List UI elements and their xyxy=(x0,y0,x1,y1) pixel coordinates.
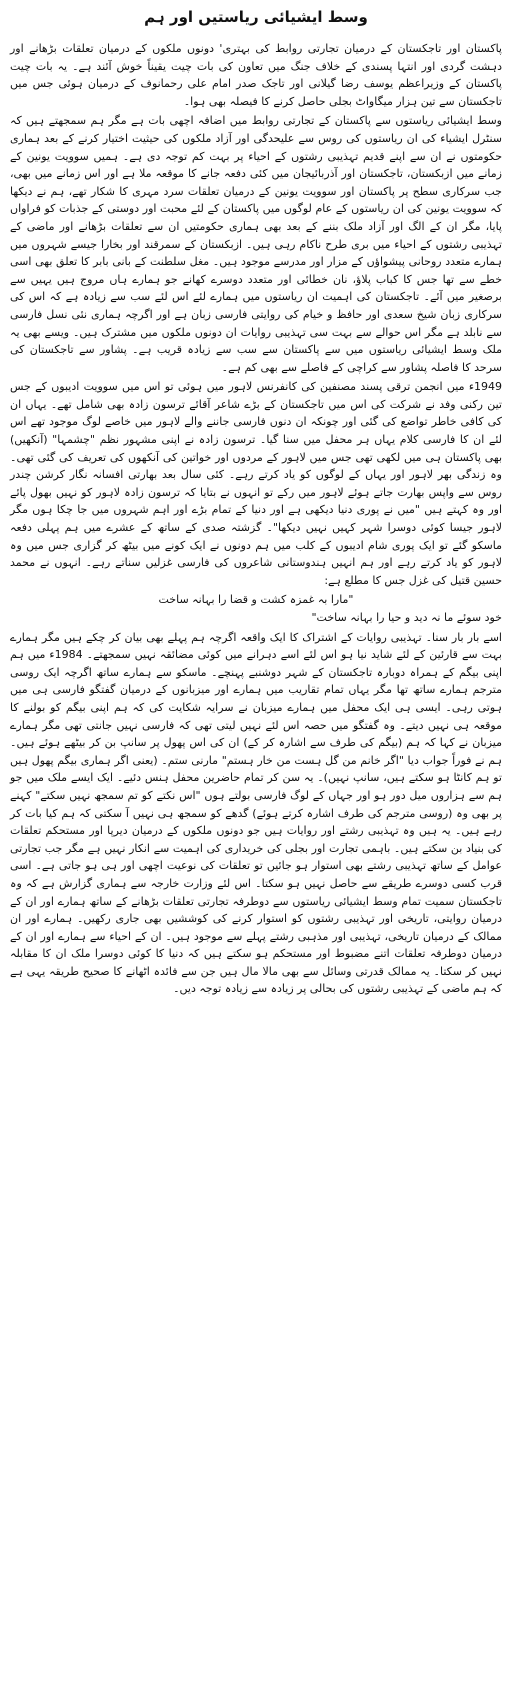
paragraph-1: پاکستان اور تاجکستان کے درمیان تجارتی روابط کی بہتری' دونوں ملکوں کے درمیان تعلقات بڑھانے اور دہشت گردی اور انتہا پسندی کے خلاف جنگ میں تعاون کی بات چیت یقیناً خوش آئند ہے۔ یہ بات چیت پاکستان کے وزیراعظم یوسف رضا گیلانی اور تاجک صدر امام علی رحمانوف کے درمیان ہوئی جس میں تاجکستان سے تین ہزار میگاواٹ بجلی حاصل کرنے کا فیصلہ بھی ہوا۔ xyxy=(10,42,502,108)
paragraph-4: اسے بار بار سنا۔ تہذیبی روایات کے اشتراک کا ایک واقعہ اگرچہ ہم پہلے بھی بیان کر چکے ہیں مگر ہمارے بہت سے قارئین کے لئے شاید نیا ہو اس لئے اسے دہرانے میں کوئی مضائقہ نہیں سمجھتے۔ 1984ء میں ہم اپنی بیگم کے ہمراہ دوبارہ تاجکستان کے شہر دوشنبے پہنچے۔ ماسکو سے ہمارے ساتھ اگرچہ ایک روسی مترجم ہمارے ساتھ تھا مگر یہاں تمام تقاریب میں ہمارے اور میزبانوں کے درمیان گفتگو فارسی ہی میں ہوتی رہی۔ ایسی ہی ایک محفل میں ہمارے میزبان نے سرایہ شکایت کی کہ ہم اپنی بیگم کو بولنے کا موقعہ ہی نہیں دیتے۔ وہ گفتگو میں حصہ اس لئے نہیں لیتی تھی کہ فارسی نہیں جانتی تھی مگر ہمارے میزبان نے کہا کہ ہم (بیگم کی طرف سے اشارہ کر کے) ان کی اس پھول پر سانپ بن کر بیٹھے ہوئے ہیں۔ ہم نے فوراً جواب دیا "اگر خانم من گل ہست من خار ہستم" مارنی ستم۔ (یعنی اگر ہماری بیگم پھول ہیں تو ہم کانٹا ہو سکتے ہیں، سانپ نہیں)۔ یہ سن کر تمام حاضرین محفل ہنس دئیے۔ ایک ایسے ملک میں جو ہم سے ہزاروں میل دور ہو اور جہاں کے لوگ فارسی بولتے ہوں "اس نکتے کو تم سمجھ نہیں سکتے" کہنے پر بھی وہ (روسی مترجم کی طرف اشارہ کرتے ہوئے) گدھے کو سمجھ ہی نہیں آ سکتی کہ ہم کیا بات کر رہے ہیں۔ یہ ہیں وہ تہذیبی رشتے اور روایات ہیں جو دونوں ملکوں کے درمیان دیرپا اور مستحکم تعلقات کی بنیاد بن سکتے ہیں۔ باہمی تجارت اور بجلی کی خریداری کی اہمیت سے انکار نہیں ہے مگر جب تجارتی عوامل کے ساتھ تہذیبی رشتے بھی استوار ہو جائیں تو تعلقات کی نوعیت اچھی اور ہی ہو جاتی ہے۔ اسی قرب کسی دوسرے طریقے سے حاصل نہیں ہو سکتا۔ اس لئے وزارت خارجہ سے ہماری گزارش ہے کہ وہ تاجکستان سمیت تمام وسط ایشیائی ریاستوں سے دوطرفہ تجارتی تعلقات بڑھانے کے ساتھ ہمارے اور ان کے درمیان روایتی، تاریخی اور تہذیبی رشتوں کو استوار کرنے کی کوششیں بھی جاری رکھیں۔ ہمارے اور ان ممالک کے درمیان تاریخی، تہذیبی اور مذہبی رشتے پہلے سے موجود ہیں۔ ان کے احیاء سے ہمارے اور ان کے درمیان دوطرفہ تعلقات اتنے مضبوط اور مستحکم ہو سکتے ہیں کہ دنیا کا کوئی دوسرا ملک ان کا مقابلہ نہیں کر سکتا۔ یہ ممالک قدرتی وسائل سے بھی مالا مال ہیں جن سے فائدہ اٹھانے کا صحیح طریقہ یہی ہے کہ ہم ماضی کے تہذیبی رشتوں کی بحالی پر زیادہ سے زیادہ توجہ دیں۔ xyxy=(10,630,502,996)
headline: وسط ایشیائی ریاستیں اور ہم xyxy=(144,8,368,26)
paragraph-2: وسط ایشیائی ریاستوں سے پاکستان کے تجارتی روابط میں اضافہ اچھی بات ہے مگر ہم سمجھتے ہیں کہ سنٹرل ایشیاء کی ان ریاستوں کی روس سے علیحدگی اور آزاد ملکوں کی حیثیت اختیار کرنے کے بعد ہماری حکومتوں نے ان سے اپنے قدیم تہذیبی رشتوں کے احیاء پر بہت کم توجہ دی ہے۔ ہمیں سوویت یونین کے زمانے میں ازبکستان، تاجکستان اور آذربائیجان میں کئی دفعہ جانے کا موقعہ ملا ہے اور اس زمانے میں بھی، جب سرکاری سطح پر پاکستان اور سوویت یونین کے درمیان تعلقات سرد مہری کا شکار تھے، ہم نے دیکھا کہ سوویت یونین کی ان ریاستوں کے عام لوگوں میں پاکستان کے لئے محبت اور دوستی کے جذبات کو فراواں پایا، مگر ان کے الگ اور آزاد ملک بننے کے بعد بھی ہماری حکومتیں ان سے تعلقات بڑھانے اور ماضی کے تہذیبی رشتوں کے احیاء میں بری طرح ناکام رہی ہیں۔ ازبکستان کے سمرقند اور بخارا جیسے شہروں میں ہمارے متعدد روحانی پیشواؤں کے مزار اور مدرسے موجود ہیں۔ مغل سلطنت کے بانی بابر کا تعلق بھی اسی خطے سے تھا جس کا کباب پلاؤ، نان خطائی اور متعدد دوسرے کھانے جو ہمارے ہاں مروج ہیں یہیں سے برصغیر میں آئے۔ تاجکستان کی اہمیت ان ریاستوں میں ہمارے لئے اس لئے سب سے زیادہ ہے کہ اس کی سرکاری زبان شیخ سعدی اور حافظ و خیام کی روایتی فارسی زبان ہے اور اگرچہ ہماری نئی نسل فارسی سے نابلد ہے مگر اس حوالے سے بہت سی تہذیبی روایات ان دونوں ملکوں میں مشترک ہیں۔ ویسے بھی یہ ملک وسط ایشیائی ریاستوں میں سے پاکستان سے سب سے زیادہ قریب ہے۔ پشاور سے تاجکستان کی سرحد کا فاصلہ پشاور سے کراچی کے فاصلے سے بھی کم ہے۔ xyxy=(10,114,503,374)
paragraph-3: 1949ء میں انجمن ترقی پسند مصنفین کی کانفرنس لاہور میں ہوئی تو اس میں سوویت ادیبوں کے جس تین رکنی وفد نے شرکت کی اس میں تاجکستان کے بڑے شاعر آقائے ترسون زادہ بھی شامل تھے۔ یہاں ان کی کافی خاطر تواضع کی گئی اور چونکہ ان دنوں فارسی جاننے والے لاہور میں خاصے لوگ موجود تھے اس لئے ان کا فارسی کلام یہاں ہر محفل میں سنا گیا۔ ترسون زادہ نے اپنی مشہور نظم "چشمہا" (آنکھیں) بھی پاکستان ہی میں لکھی تھی جس میں لاہور کے مردوں اور خواتین کی آنکھوں کی تعریف کی گئی تھی۔ وہ زندگی بھر لاہور اور یہاں کے لوگوں کو یاد کرتے رہے۔ کئی سال بعد بھارتی افسانہ نگار کرشن چندر روس سے واپس بھارت جاتے ہوئے لاہور میں رکے تو انہوں نے بتایا کہ ترسون زادہ لاہور کو نہیں بھول پائے اور وہ کہتے ہیں "میں نے پوری دنیا دیکھی ہے اور دنیا کے تمام بڑے اور اہم شہروں میں جا چکا ہوں مگر لاہور جیسا کوئی دوسرا شہر کہیں نہیں دیکھا"۔ گزشتہ صدی کے ساتھ کے عشرے میں ہم پہلی دفعہ ماسکو گئے تو ایک پوری شام ادیبوں کے کلب میں ہم دونوں نے ایک کونے میں بیٹھ کر گزاری جس میں وہ لاہور کو یاد کرتے رہے اور ہم انہیں ہندوستانی شاعروں کی فارسی غزلیں سناتے رہے۔ انہوں نے محمد حسین قتیل کی غزل جس کا مطلع ہے: xyxy=(10,380,502,587)
verse-line-1: "مارا بہ غمزہ کشت و قضا را بہانہ ساخت xyxy=(158,593,354,607)
verse-line-2: خود سوئے ما نہ دید و حیا را بہانہ ساخت" xyxy=(311,611,502,624)
